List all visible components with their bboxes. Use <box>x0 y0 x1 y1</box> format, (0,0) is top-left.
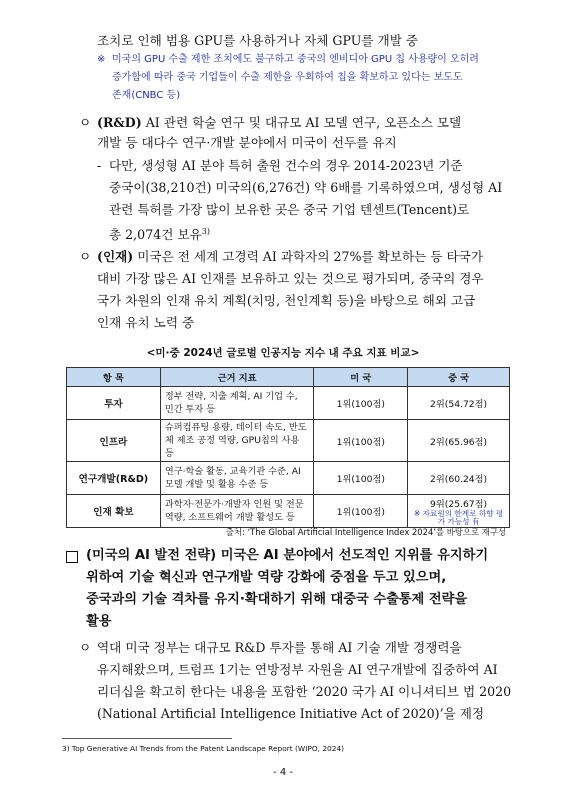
footnote-text: 3) Top Generative AI Trends from the Patent Landscape Report (WIPO, 2024) <box>62 744 345 753</box>
row-us-score: 1위(100점) <box>314 495 408 528</box>
table-row <box>67 420 510 462</box>
talent-paragraph-line3: 국가 차원의 인재 유치 계획(치밍, 천인계획 등)을 바탕으로 해외 고급 <box>97 293 476 308</box>
strategy-line1: 역대 미국 정부는 대규모 R&D 투자를 통해 AI 기술 개발 경쟁력을 <box>97 640 462 655</box>
strategy-line3: 리더십을 확고히 한다는 내용을 포함한 ‘2020 국가 AI 이니셔티브 법 2020 <box>97 684 512 699</box>
table-caption: <미·중 2024년 글로벌 인공지능 지수 내 주요 지표 비교> <box>146 347 420 359</box>
row-item: 투자 <box>67 387 161 420</box>
row-cn-score: 9위(25.67점) <box>430 499 488 510</box>
table-row <box>67 462 510 495</box>
talent-paragraph-line2: 대비 가장 많은 AI 인재를 보유하고 있는 것으로 평가되며, 중국의 경우 <box>97 271 484 286</box>
rnd-paragraph-line1 <box>97 115 461 131</box>
row-item: 인프라 <box>67 420 161 462</box>
note-text-line: 존재(CNBC 등) <box>112 90 181 101</box>
dash-bullet: - <box>97 158 102 173</box>
body-text-line: 조치로 인해 범용 GPU를 사용하거나 자체 GPU를 개발 중 <box>97 33 419 48</box>
rnd-line1-text: AI 관련 학술 연구 및 대규모 AI 모델 연구, 오픈소스 모델 <box>145 115 462 130</box>
strategy-heading-line3: 중국과의 기술 격차를 유지·확대하기 위해 대중국 수출통제 전략을 <box>86 592 468 607</box>
note-mark: ※ <box>97 54 106 65</box>
circle-bullet-icon: ㅇ <box>79 249 92 264</box>
header-us: 미 국 <box>314 368 408 387</box>
row-us-score: 1위(100점) <box>314 420 408 462</box>
header-indicator: 근거 지표 <box>160 368 314 387</box>
row-us-score: 1위(100점) <box>314 462 408 495</box>
note-text-line: 증가함에 따라 중국 기업들이 수출 제한을 우회하여 칩을 확보하고 있다는 보도도 <box>112 72 463 83</box>
talent-paragraph-line1 <box>97 249 483 265</box>
rnd-sub-line1: 다만, 생성형 AI 분야 특허 출원 건수의 경우 2014-2023년 기준 <box>109 158 463 173</box>
talent-line1-text: 미국은 전 세계 고경력 AI 과학자의 27%를 확보하는 등 타국가 <box>137 249 483 264</box>
strategy-line4: (National Artificial Intelligence Initiative Act of 2020)’을 제정 <box>97 706 485 721</box>
row-cn-score: 2위(65.96점) <box>408 420 510 462</box>
rnd-sub-line2: 중국이(38,210건) 미국의(6,276건) 약 6배를 기록하였으며, 생성형 AI <box>109 180 503 195</box>
header-item: 항 목 <box>67 368 161 387</box>
rnd-label: (R&D) <box>97 115 142 130</box>
row-indicator: 정부 전략, 지출 계획, AI 기업 수, 민간 투자 등 <box>160 387 314 420</box>
row-cn-score: 2위(54.72점) <box>408 387 510 420</box>
table-header-row <box>67 368 510 387</box>
circle-bullet-icon: ㅇ <box>79 115 92 130</box>
table-row <box>67 495 510 528</box>
row-indicator: 슈퍼컴퓨팅 용량, 데이터 속도, 반도체 제조 공정 역량, GPU칩의 사용 등 <box>160 420 314 462</box>
rnd-sub-line4 <box>109 224 210 243</box>
strategy-heading-line2: 위하여 기술 혁신과 연구개발 역량 강화에 중점을 두고 있으며, <box>86 570 447 585</box>
row-indicator: 연구·학술 활동, 교육기관 수준, AI 모델 개발 및 활용 수준 등 <box>160 462 314 495</box>
note-text-line: 미국의 GPU 수출 제한 조치에도 불구하고 중국의 엔비디아 GPU 칩 사용량이 오히려 <box>112 54 479 65</box>
table-source: 출처: ‘The Global Artificial Intelligence Index 2024’를 바탕으로 재구성 <box>225 527 506 537</box>
footnote-ref: 3) <box>201 227 210 236</box>
circle-bullet-icon: ㅇ <box>79 640 92 655</box>
row-item: 연구개발(R&D) <box>67 462 161 495</box>
strategy-heading-line4: 활용 <box>86 614 112 629</box>
row-cn-note: ※ 자료원의 한계로 하향 평가 가능성 有 <box>413 509 504 526</box>
talent-label: (인재) <box>97 249 134 264</box>
row-indicator: 과학자·전문가·개발자 인원 및 전문역량, 소프트웨어 개발 활성도 등 <box>160 495 314 528</box>
table-row <box>67 387 510 420</box>
talent-paragraph-line4: 인재 유치 노력 중 <box>97 315 195 330</box>
strategy-heading-line1: (미국의 AI 발전 전략) 미국은 AI 분야에서 선도적인 지위를 유지하기 <box>86 548 489 563</box>
header-cn: 중 국 <box>408 368 510 387</box>
row-us-score: 1위(100점) <box>314 387 408 420</box>
rnd-sub-line4-text: 총 2,074건 보유 <box>109 227 202 243</box>
page-number: - 4 - <box>273 767 293 778</box>
row-cn-score: 2위(60.24점) <box>408 462 510 495</box>
rnd-paragraph-line2: 개발 등 대다수 연구·개발 분야에서 미국이 선두를 유지 <box>97 135 397 150</box>
rnd-sub-line3: 관련 특허를 가장 많이 보유한 곳은 중국 기업 텐센트(Tencent)로 <box>109 202 470 217</box>
strategy-line2: 유지해왔으며, 트럼프 1기는 연방정부 자원을 AI 연구개발에 집중하여 AI <box>97 662 498 677</box>
row-cn-score-cell <box>408 495 510 528</box>
checkbox-bullet-icon <box>66 551 78 563</box>
comparison-table <box>66 367 510 528</box>
row-item: 인재 확보 <box>67 495 161 528</box>
footnote-divider <box>62 738 232 739</box>
